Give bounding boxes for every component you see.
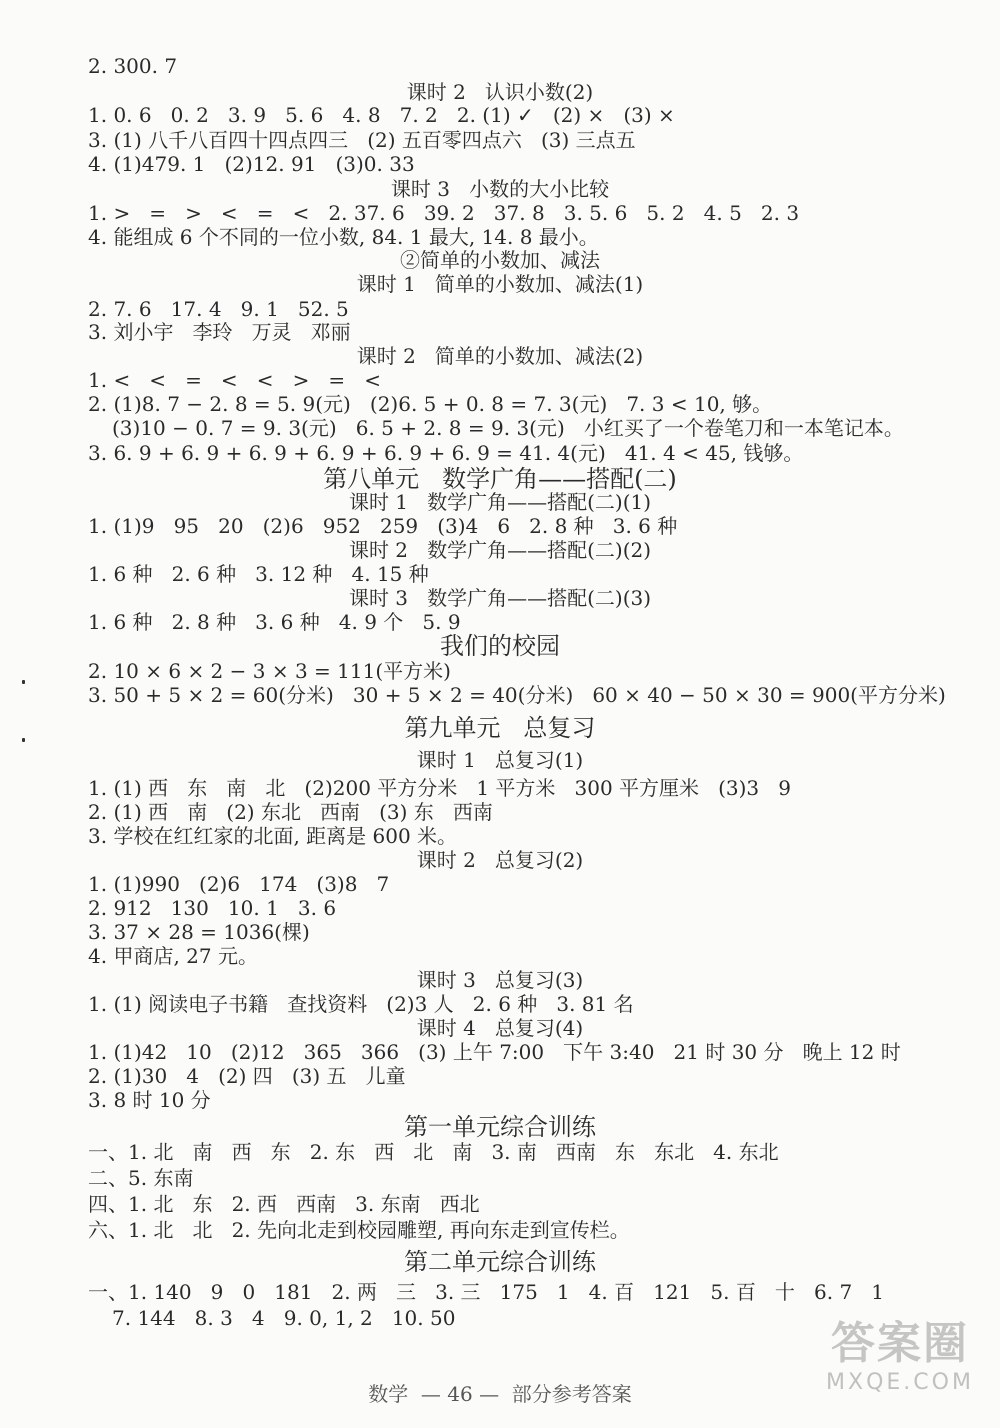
watermark-logo bbox=[820, 1318, 980, 1418]
page-footer: 数学 — 46 — 部分参考答案 bbox=[368, 1382, 632, 1406]
answer-line: 3. 8 时 10 分 bbox=[88, 1088, 211, 1112]
section-title: 第九单元 总复习 bbox=[404, 714, 596, 742]
lesson-heading: 课时 2 总复习(2) bbox=[416, 848, 584, 872]
answer-line: 4. (1)479. 1 (2)12. 91 (3)0. 33 bbox=[88, 152, 415, 176]
answer-line: 3. (1) 八千八百四十四点四三 (2) 五百零四点六 (3) 三点五 bbox=[88, 128, 636, 152]
section-title: 第一单元综合训练 bbox=[404, 1113, 596, 1141]
answer-line: 2. 912 130 10. 1 3. 6 bbox=[88, 896, 337, 920]
answer-line: 3. 50 + 5 × 2 = 60(分米) 30 + 5 × 2 = 40(分米) 60 × 40 − 50 × 30 = 900(平方分米) bbox=[88, 683, 946, 707]
lesson-heading: 课时 1 数学广角——搭配(二)(1) bbox=[348, 490, 652, 514]
lesson-heading: 课时 1 总复习(1) bbox=[416, 748, 584, 772]
watermark-main: 答案圈 bbox=[831, 1318, 969, 1369]
margin-mark bbox=[22, 738, 25, 742]
answer-line: 3. 37 × 28 = 1036(棵) bbox=[88, 920, 310, 944]
answer-line: 1. (1) 西 东 南 北 (2)200 平方分米 1 平方米 300 平方厘米 (3)3 9 bbox=[88, 776, 791, 800]
lesson-heading: ②简单的小数加、减法 bbox=[400, 248, 600, 272]
answer-line: 1. (1) 阅读电子书籍 查找资料 (2)3 人 2. 6 种 3. 81 名 bbox=[88, 992, 634, 1016]
answer-line: 1. 6 种 2. 6 种 3. 12 种 4. 15 种 bbox=[88, 562, 429, 586]
answer-line: 一、1. 北 南 西 东 2. 东 西 北 南 3. 南 西南 东 东北 4. 东北 bbox=[88, 1140, 779, 1164]
answer-line: 四、1. 北 东 2. 西 西南 3. 东南 西北 bbox=[88, 1192, 480, 1216]
section-title: 第二单元综合训练 bbox=[404, 1248, 596, 1276]
answer-line: 2. 7. 6 17. 4 9. 1 52. 5 bbox=[88, 297, 349, 321]
answer-line: (3)10 − 0. 7 = 9. 3(元) 6. 5 + 2. 8 = 9. 3(元) 小红买了一个卷笔刀和一本笔记本。 bbox=[112, 416, 904, 440]
answer-line: 六、1. 北 北 2. 先向北走到校园雕塑, 再向东走到宣传栏。 bbox=[88, 1218, 630, 1242]
answer-line: 1. 6 种 2. 8 种 3. 6 种 4. 9 个 5. 9 bbox=[88, 610, 461, 634]
lesson-heading: 课时 4 总复习(4) bbox=[416, 1016, 584, 1040]
answer-line: 2. (1)8. 7 − 2. 8 = 5. 9(元) (2)6. 5 + 0. 8 = 7. 3(元) 7. 3 < 10, 够。 bbox=[88, 392, 773, 416]
answer-line: 2. (1)30 4 (2) 四 (3) 五 儿童 bbox=[88, 1064, 406, 1088]
answer-line: 4. 能组成 6 个不同的一位小数, 84. 1 最大, 14. 8 最小。 bbox=[88, 225, 599, 249]
lesson-heading: 课时 2 简单的小数加、减法(2) bbox=[356, 344, 644, 368]
watermark-sub: MXQE.COM bbox=[826, 1370, 974, 1395]
section-title: 第八单元 数学广角——搭配(二) bbox=[323, 465, 677, 493]
lesson-heading: 课时 1 简单的小数加、减法(1) bbox=[356, 272, 644, 296]
answer-line: 2. (1) 西 南 (2) 东北 西南 (3) 东 西南 bbox=[88, 800, 493, 824]
answer-line: 3. 学校在红红家的北面, 距离是 600 米。 bbox=[88, 824, 458, 848]
lesson-heading: 课时 3 总复习(3) bbox=[416, 968, 584, 992]
answer-line: 1. (1)42 10 (2)12 365 366 (3) 上午 7:00 下午 3:40 21 时 30 分 晚上 12 时 bbox=[88, 1040, 901, 1064]
answer-line: 3. 6. 9 + 6. 9 + 6. 9 + 6. 9 + 6. 9 + 6. 9 = 41. 4(元) 41. 4 < 45, 钱够。 bbox=[88, 441, 804, 465]
answer-line: 1. > = > < = < 2. 37. 6 39. 2 37. 8 3. 5. 6 5. 2 4. 5 2. 3 bbox=[88, 201, 800, 225]
answer-line: 1. (1)9 95 20 (2)6 952 259 (3)4 6 2. 8 种 3. 6 种 bbox=[88, 514, 678, 538]
answer-line: 1. < < = < < > = < bbox=[88, 368, 382, 392]
answer-line: 1. 0. 6 0. 2 3. 9 5. 6 4. 8 7. 2 2. (1) ✓ (2) × (3) × bbox=[88, 103, 675, 127]
answer-line: 2. 10 × 6 × 2 − 3 × 3 = 111(平方米) bbox=[88, 659, 451, 683]
margin-mark bbox=[22, 680, 25, 684]
lesson-heading: 课时 3 小数的大小比较 bbox=[390, 177, 610, 201]
section-title: 我们的校园 bbox=[440, 632, 560, 660]
answer-line: 1. (1)990 (2)6 174 (3)8 7 bbox=[88, 872, 390, 896]
answer-line: 2. 300. 7 bbox=[88, 54, 178, 78]
lesson-heading: 课时 2 认识小数(2) bbox=[406, 80, 594, 104]
answer-line: 一、1. 140 9 0 181 2. 两 三 3. 三 175 1 4. 百 121 5. 百 十 6. 7 1 bbox=[88, 1280, 884, 1304]
answer-line: 二、5. 东南 bbox=[88, 1166, 194, 1190]
answer-line: 3. 刘小宇 李玲 万灵 邓丽 bbox=[88, 320, 351, 344]
lesson-heading: 课时 3 数学广角——搭配(二)(3) bbox=[348, 586, 652, 610]
answer-line: 7. 144 8. 3 4 9. 0, 1, 2 10. 50 bbox=[112, 1306, 456, 1330]
lesson-heading: 课时 2 数学广角——搭配(二)(2) bbox=[348, 538, 652, 562]
answer-line: 4. 甲商店, 27 元。 bbox=[88, 944, 258, 968]
